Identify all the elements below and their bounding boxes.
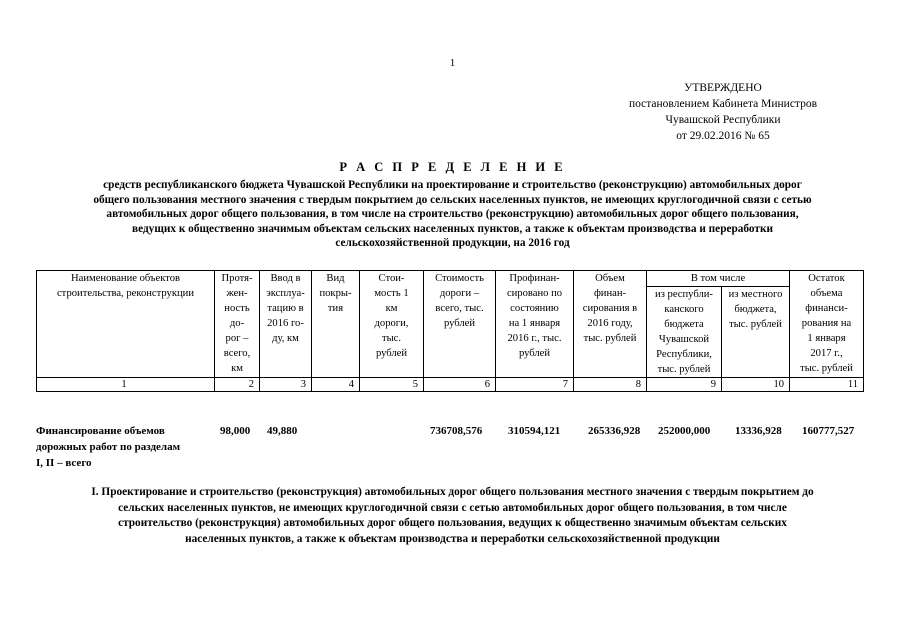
approval-title: УТВЕРЖДЕНО (684, 82, 762, 94)
header-financed-to-date: Профинан- сировано по состоянию на 1 января 2016 г., тыс. рублей (496, 271, 574, 378)
subtitle-line: автомобильных дорог общего пользования, в том числе на строительство (реконструкцию) автомобильных дорог общего пользования, (106, 208, 799, 221)
section-heading-line: строительство (реконструкция) автомобильных дорог общего пользования, ведущих к общественно значимым объектам сельских (118, 517, 787, 530)
header-financing-2016: Объем финан- сирования в 2016 году, тыс. рублей (574, 271, 647, 378)
table-header-row (37, 271, 864, 287)
section-heading (30, 485, 875, 547)
total-remaining: 160777,527 (802, 425, 855, 437)
approval-stamp (598, 80, 848, 144)
header-remaining: Остаток объема финанси- рования на 1 января 2017 г., тыс. рублей (790, 271, 864, 378)
subtitle-line: сельскохозяйственной продукции, на 2016 год (335, 237, 570, 250)
distribution-table (36, 270, 864, 392)
document-subtitle (26, 178, 879, 251)
column-number: 2 (215, 378, 260, 392)
total-financing-2016: 265336,928 (588, 425, 641, 437)
subtitle-line: ведущих к общественно значимым объектам сельских населенных пунктов, а также к объектам производства и переработки (132, 222, 773, 235)
column-number: 6 (424, 378, 496, 392)
total-road-cost: 736708,576 (430, 425, 483, 437)
section-heading-line: сельских населенных пунктов, не имеющих круглогодичной связи с сетью автомобильных дорог общего пользования, в том числе (118, 501, 787, 514)
total-financed-to-date: 310594,121 (508, 425, 561, 437)
approval-date: от 29.02.2016 № 65 (676, 130, 770, 142)
column-number: 5 (360, 378, 424, 392)
total-length: 98,000 (220, 425, 251, 437)
section-heading-line: I. Проектирование и строительство (реконструкция) автомобильных дорог общего пользования местного значения с твердым покрытием до (91, 486, 814, 498)
column-number: 10 (722, 378, 790, 392)
column-number: 3 (260, 378, 312, 392)
total-label: Финансирование объемов дорожных работ по разделам I, II – всего (36, 425, 181, 469)
header-republic-budget: из республи- канского бюджета Чувашской Республики, тыс. рублей (647, 287, 722, 378)
subtitle-line: общего пользования местного значения с твердым покрытием до сельских населенных пунктов, не имеющих круглогодичной связи с сетью (93, 193, 812, 206)
total-republic-budget: 252000,000 (658, 425, 711, 437)
header-cost-per-km: Стои- мость 1 км дороги, тыс. рублей (360, 271, 424, 378)
document-title: Р А С П Р Е Д Е Л Е Н И Е (339, 160, 566, 174)
header-local-budget: из местного бюджета, тыс. рублей (722, 287, 790, 378)
header-total-cost: Стоимость дороги – всего, тыс. рублей (424, 271, 496, 378)
header-surface-type: Вид покры- тия (312, 271, 360, 378)
approval-region: Чувашской Республики (665, 114, 781, 126)
header-length: Протя- жен- ность до- рог – всего, км (215, 271, 260, 378)
column-number-row (37, 378, 864, 392)
total-local-budget: 13336,928 (735, 425, 782, 437)
column-number: 11 (790, 378, 864, 392)
total-commissioning: 49,880 (267, 425, 298, 437)
header-commissioning: Ввод в эксплуа- тацию в 2016 го- ду, км (260, 271, 312, 378)
page-number: 1 (449, 57, 456, 69)
column-number: 7 (496, 378, 574, 392)
section-heading-line: населенных пунктов, а также к объектам производства и переработки сельскохозяйственной продукции (185, 532, 720, 545)
subtitle-line: средств республиканского бюджета Чувашской Республики на проектирование и строительство (реконструкцию) автомобильных дорог (103, 179, 802, 191)
header-including: В том числе (647, 271, 790, 287)
column-number: 8 (574, 378, 647, 392)
column-number: 9 (647, 378, 722, 392)
header-object-name: Наименование объектов строительства, реконструкции (37, 271, 215, 378)
approval-authority: постановлением Кабинета Министров (628, 98, 818, 110)
column-number: 1 (37, 378, 215, 392)
column-number: 4 (312, 378, 360, 392)
